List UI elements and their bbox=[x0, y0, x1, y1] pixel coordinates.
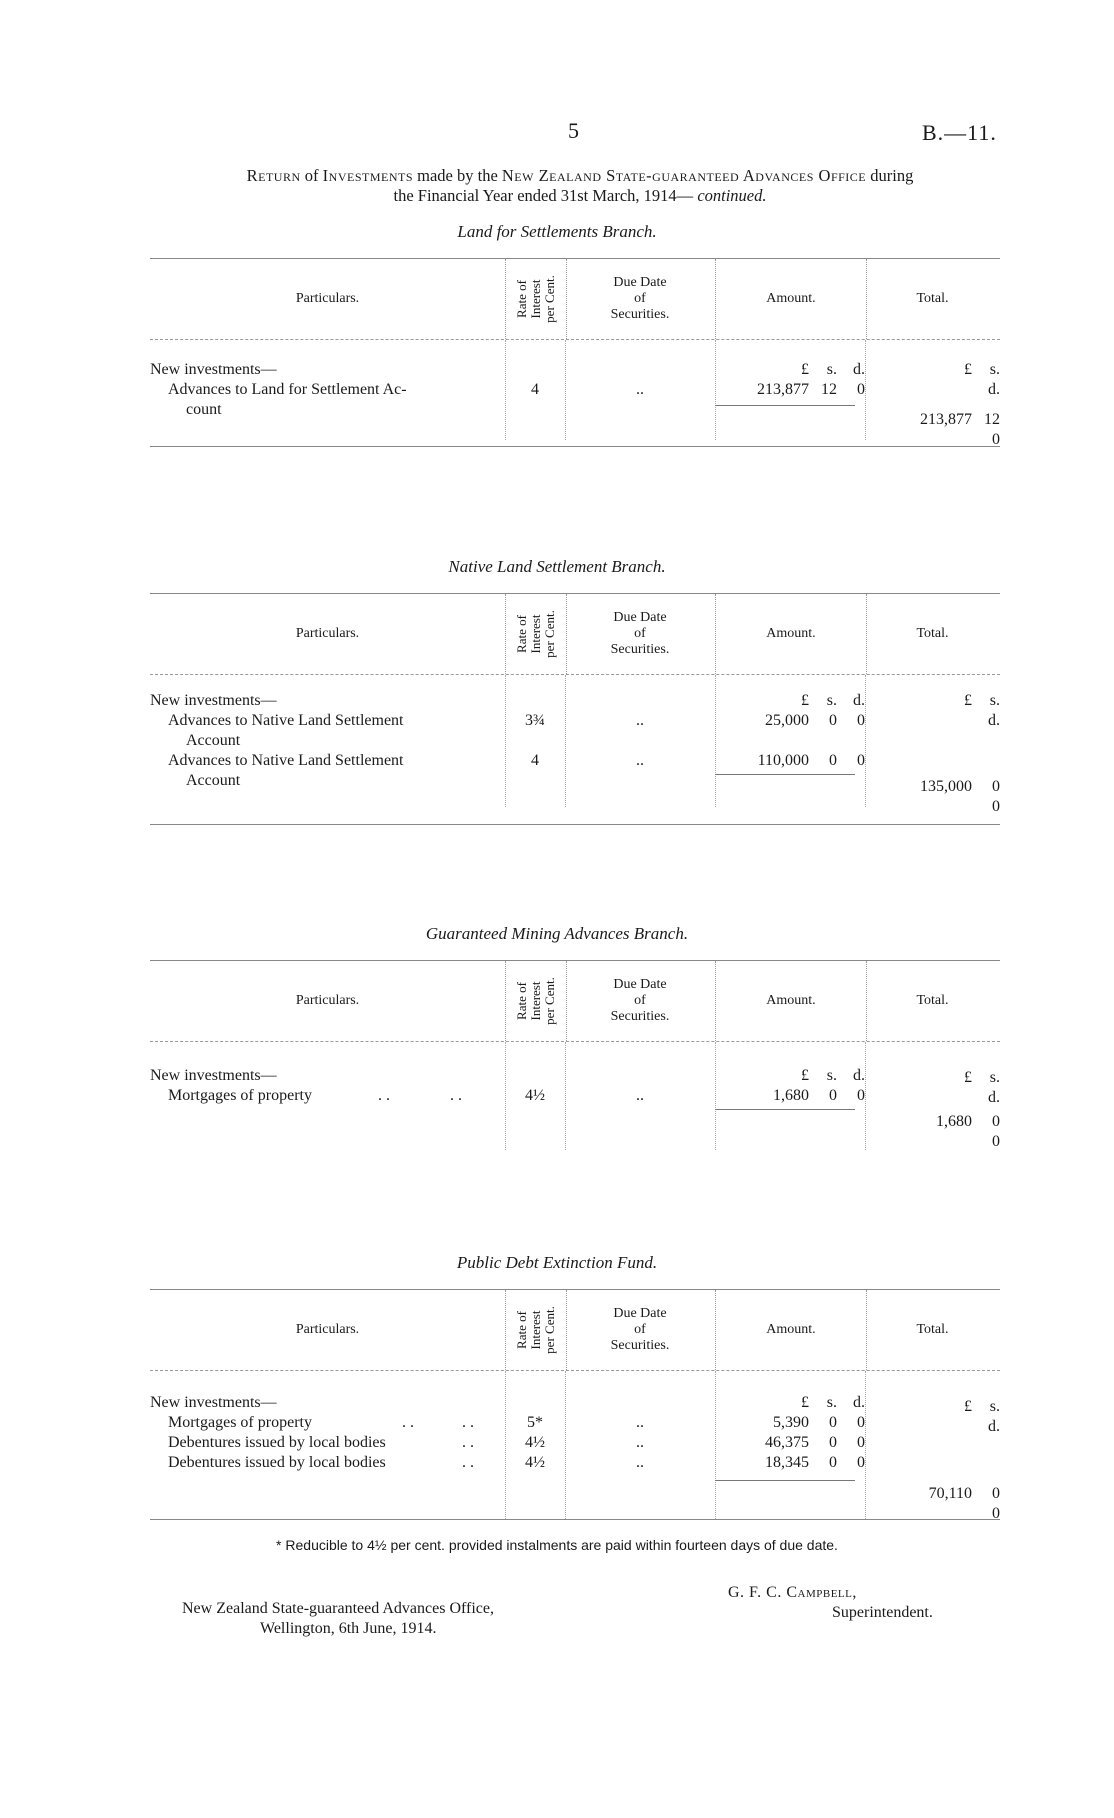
row-rate: 3¾ bbox=[525, 712, 545, 729]
row-amount: 110,000 0 0 bbox=[757, 752, 865, 769]
row-amount: 46,375 0 0 bbox=[765, 1434, 865, 1451]
table-native-land: Particulars. Rate of Interest per Cent. Due Date of Securities. Amount. Total. New investments— £ s. d. £ s.d. Advances to Native Land Settlement Account 3¾ .. 25,000 0 0 Advances to Native Land Settlement Account 4 .. 110,000 0 0 135,000 00 bbox=[150, 593, 1000, 807]
row-particulars: Advances to Native Land Settlement Account bbox=[168, 752, 404, 789]
table-land-settlements: Particulars. Rate of Interest per Cent. Due Date of Securities. Amount. Total. New investments— £ s. d. £ s.d. Advances to Land for Settlement Ac- count 4 .. 213,877 12 0 213,877 120 bbox=[150, 258, 1000, 440]
title-made-by: made by the bbox=[417, 166, 498, 185]
col-rate: Rate of Interest per Cent. bbox=[505, 1290, 567, 1370]
row-due: .. bbox=[636, 381, 644, 398]
row-due: .. bbox=[636, 1434, 644, 1451]
col-amount: Amount. bbox=[715, 1290, 867, 1370]
title-return: Return bbox=[246, 166, 301, 185]
title-of: of bbox=[304, 166, 319, 185]
table-header bbox=[150, 593, 1000, 675]
office-address: New Zealand State-guaranteed Advances Office, Wellington, 6th June, 1914. bbox=[182, 1600, 495, 1637]
table-public-debt: Particulars. Rate of Interest per Cent. Due Date of Securities. Amount. Total. New investments— £ s. d. £ s.d. Mortgages of property . . . . 5* .. 5,390 0 0 Debentures issued by local bodies . . 4½ .. 46,375 0 0 Debentures issued by local bodies . . 4½ .. 18,345 0 0 70,110 00 bbox=[150, 1289, 1000, 1519]
table-mining-advances: Particulars. Rate of Interest per Cent. Due Date of Securities. Amount. Total. New investments— £ s. d. £ s.d. Mortgages of property . . . . 4½ .. 1,680 0 0 1,680 00 bbox=[150, 960, 1000, 1150]
row-particulars: Debentures issued by local bodies . . bbox=[168, 1454, 474, 1471]
row-due: .. bbox=[636, 752, 644, 769]
document-title bbox=[150, 166, 1010, 206]
row-due: .. bbox=[636, 1087, 644, 1104]
section-total: 1,680 00 bbox=[936, 1113, 1000, 1150]
col-particulars: Particulars. bbox=[295, 291, 360, 306]
row-particulars: Debentures issued by local bodies . . bbox=[168, 1434, 474, 1451]
signatory-position: Superintendent. bbox=[832, 1604, 933, 1621]
col-amount: Amount. bbox=[715, 961, 867, 1041]
table-header bbox=[150, 960, 1000, 1042]
title-continued: continued. bbox=[697, 186, 767, 205]
row-particulars: Advances to Native Land Settlement Account bbox=[168, 712, 404, 749]
title-investments: Investments bbox=[322, 166, 413, 185]
col-due-date: Due Date of Securities. bbox=[610, 610, 670, 657]
col-due-date: Due Date of Securities. bbox=[610, 977, 670, 1024]
row-rate: 4 bbox=[531, 381, 539, 398]
section-total: 213,877 120 bbox=[920, 411, 1000, 448]
col-particulars: Particulars. bbox=[295, 626, 360, 641]
row-particulars: Advances to Land for Settlement Ac- count bbox=[168, 381, 407, 418]
title-office: New Zealand State-guaranteed Advances Office bbox=[501, 166, 867, 185]
row-due: .. bbox=[636, 712, 644, 729]
col-amount: Amount. bbox=[715, 259, 867, 339]
row-amount: 213,877 12 0 bbox=[757, 381, 865, 398]
table-header bbox=[150, 258, 1000, 340]
col-rate: Rate of Interest per Cent. bbox=[505, 961, 567, 1041]
row-due: .. bbox=[636, 1454, 644, 1471]
row-heading: New investments— bbox=[150, 361, 277, 378]
col-due-date: Due Date of Securities. bbox=[610, 275, 670, 322]
row-heading: New investments— bbox=[150, 692, 277, 709]
row-heading: New investments— bbox=[150, 1394, 277, 1411]
col-rate: Rate of Interest per Cent. bbox=[505, 259, 567, 339]
col-total: Total. bbox=[916, 626, 949, 641]
col-particulars: Particulars. bbox=[295, 1322, 360, 1337]
section-total: 135,000 00 bbox=[920, 778, 1000, 815]
row-due: .. bbox=[636, 1414, 644, 1431]
col-rate: Rate of Interest per Cent. bbox=[505, 594, 567, 674]
signature-block bbox=[728, 1583, 933, 1623]
col-total: Total. bbox=[916, 993, 949, 1008]
signatory-name: G. F. C. Campbell, bbox=[728, 1584, 857, 1601]
title-line2: the Financial Year ended 31st March, 1914— bbox=[393, 186, 694, 205]
section-title-mining-advances: Guaranteed Mining Advances Branch. bbox=[425, 924, 689, 943]
col-total: Total. bbox=[916, 1322, 949, 1337]
row-amount: 18,345 0 0 bbox=[765, 1454, 865, 1471]
row-heading: New investments— bbox=[150, 1067, 277, 1084]
row-rate: 4½ bbox=[525, 1087, 545, 1104]
title-during: during bbox=[870, 166, 914, 185]
document-reference: B.—11. bbox=[922, 120, 997, 145]
section-title-land-settlements: Land for Settlements Branch. bbox=[457, 222, 657, 241]
section-total: 70,110 00 bbox=[928, 1485, 1000, 1522]
row-rate: 4½ bbox=[525, 1434, 545, 1451]
col-total: Total. bbox=[916, 291, 949, 306]
row-particulars: Mortgages of property . . . . bbox=[168, 1414, 474, 1431]
section-title-native-land: Native Land Settlement Branch. bbox=[448, 557, 666, 576]
row-amount: 25,000 0 0 bbox=[765, 712, 865, 729]
row-particulars: Mortgages of property . . . . bbox=[168, 1087, 462, 1104]
row-rate: 5* bbox=[527, 1414, 543, 1431]
row-rate: 4½ bbox=[525, 1454, 545, 1471]
col-particulars: Particulars. bbox=[295, 993, 360, 1008]
footnote: * Reducible to 4½ per cent. provided instalments are paid within fourteen days of due date. bbox=[276, 1537, 838, 1553]
col-due-date: Due Date of Securities. bbox=[610, 1306, 670, 1353]
table-header bbox=[150, 1289, 1000, 1371]
row-amount: 1,680 0 0 bbox=[773, 1087, 865, 1104]
page-number: 5 bbox=[568, 118, 579, 143]
row-amount: 5,390 0 0 bbox=[773, 1414, 865, 1431]
section-title-public-debt: Public Debt Extinction Fund. bbox=[456, 1253, 658, 1272]
row-rate: 4 bbox=[531, 752, 539, 769]
col-amount: Amount. bbox=[715, 594, 867, 674]
